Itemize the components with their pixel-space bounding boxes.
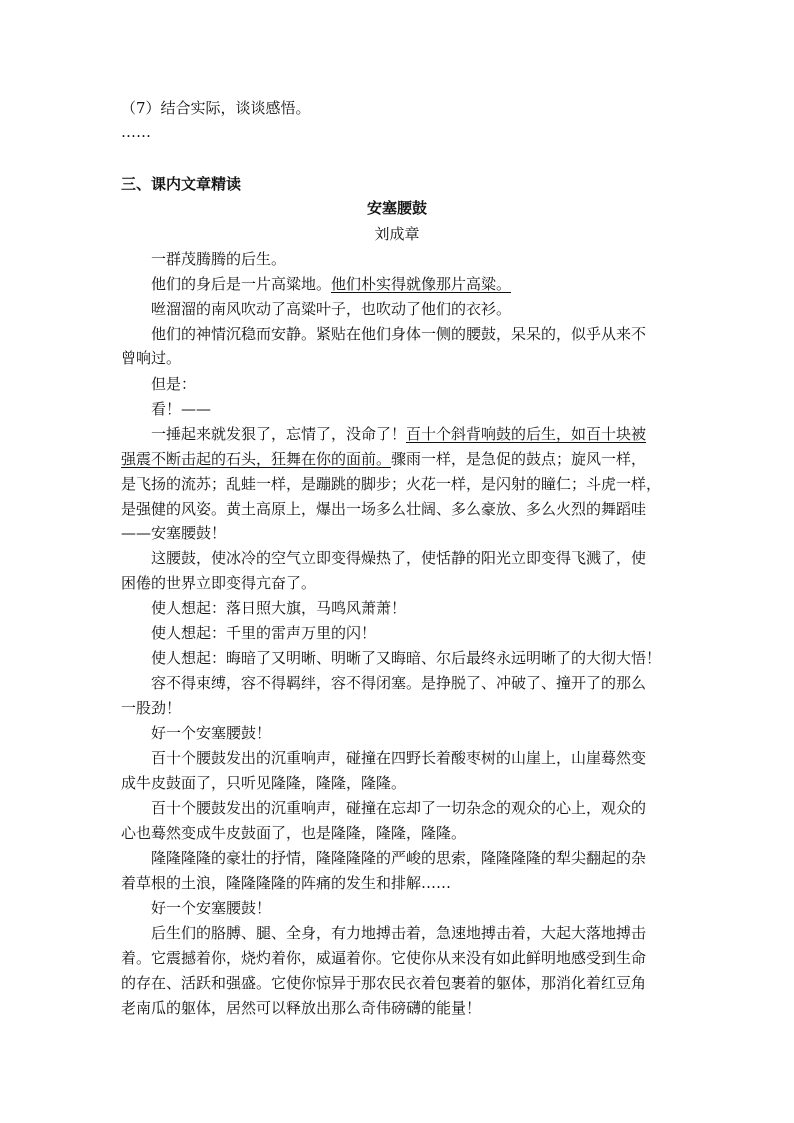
paragraph-line	[121, 447, 646, 471]
paragraph-line: 是飞扬的流苏；乱蛙一样，是蹦跳的脚步；火花一样，是闪射的瞳仁；斗虎一样，	[121, 475, 662, 493]
underlined-sentence: 他们朴实得就像那片高粱。	[331, 275, 512, 293]
paragraph-line: 着草根的土浪，隆隆隆隆的阵痛的发生和排解……	[121, 874, 452, 892]
paragraph-line: 他们的神情沉稳而安静。紧贴在他们身体一侧的腰鼓，呆呆的，似乎从来不	[151, 325, 647, 343]
paragraph-line: 一股劲！	[121, 699, 182, 717]
paragraph-line: 看！——	[151, 400, 212, 418]
paragraph-line: 老南瓜的躯体，居然可以释放出那么奇伟磅礴的能量！	[121, 999, 482, 1017]
paragraph-line: 曾响过。	[121, 349, 182, 367]
paragraph-line: 但是：	[151, 375, 197, 393]
paragraph-line: 隆隆隆隆的豪壮的抒情，隆隆隆隆的严峻的思索，隆隆隆隆的犁尖翻起的杂	[151, 849, 647, 867]
line-text: 一捶起来就发狠了，忘情了，没命了！	[151, 425, 407, 443]
paragraph-line: ——安塞腰鼓！	[121, 524, 227, 542]
paragraph-line: 困倦的世界立即变得亢奋了。	[121, 574, 317, 592]
paragraph-line: 使人想起：晦暗了又明晰、明晰了又晦暗、尔后最终永远明晰了的大彻大悟！	[151, 649, 662, 667]
paragraph-line: 使人想起：落日照大旗，马鸣风萧萧！	[151, 599, 407, 617]
paragraph-line: 一群茂腾腾的后生。	[151, 250, 287, 268]
line-text: 他们的身后是一片高粱地。	[151, 275, 332, 293]
paragraph-line: 是强健的风姿。黄土高原上，爆出一场多么壮阔、多么豪放、多么火烈的舞蹈哇	[121, 500, 647, 518]
paragraph-line: 容不得束缚，容不得羁绊，容不得闭塞。是挣脱了、冲破了、撞开了的那么	[151, 674, 647, 692]
line-text: 骤雨一样，是急促的鼓点；旋风一样，	[391, 450, 647, 468]
paragraph-line: 这腰鼓，使冰冷的空气立即变得燥热了，使恬静的阳光立即变得飞溅了，使	[151, 549, 647, 567]
paragraph-line: 成牛皮鼓面了，只听见隆隆，隆隆，隆隆。	[121, 774, 407, 792]
paragraph-line	[151, 422, 646, 446]
ellipsis: ……	[121, 123, 151, 141]
paragraph-line	[151, 272, 511, 296]
paragraph-line: 着。它震撼着你，烧灼着你，威逼着你。它使你从来没有如此鲜明地感受到生命	[121, 949, 647, 967]
paragraph-line: 好一个安塞腰鼓！	[151, 899, 272, 917]
paragraph-line: 百十个腰鼓发出的沉重响声，碰撞在忘却了一切杂念的观众的心上，观众的	[151, 799, 647, 817]
article-title: 安塞腰鼓	[366, 199, 427, 217]
paragraph-line: 好一个安塞腰鼓！	[151, 724, 272, 742]
article-author: 刘成章	[374, 225, 420, 243]
paragraph-line: 咝溜溜的南风吹动了高粱叶子，也吹动了他们的衣衫。	[151, 300, 512, 318]
paragraph-line: 百十个腰鼓发出的沉重响声，碰撞在四野长着酸枣树的山崖上，山崖蓦然变	[151, 749, 647, 767]
section-title: 三、课内文章精读	[121, 175, 242, 193]
question-7: （7）结合实际，谈谈感悟。	[121, 99, 311, 117]
underlined-sentence: 强震不断击起的石头，狂舞在你的面前。	[121, 450, 392, 468]
paragraph-line: 的存在、活跃和强盛。它使你惊异于那农民衣着包裹着的躯体，那消化着红豆角	[121, 974, 647, 992]
paragraph-line: 使人想起：千里的雷声万里的闪！	[151, 624, 377, 642]
paragraph-line: 后生们的胳膊、腿、全身，有力地搏击着，急速地搏击着，大起大落地搏击	[151, 924, 647, 942]
paragraph-line: 心也蓦然变成牛皮鼓面了，也是隆隆，隆隆，隆隆。	[121, 824, 467, 842]
underlined-sentence: 百十个斜背响鼓的后生，如百十块被	[406, 425, 647, 443]
